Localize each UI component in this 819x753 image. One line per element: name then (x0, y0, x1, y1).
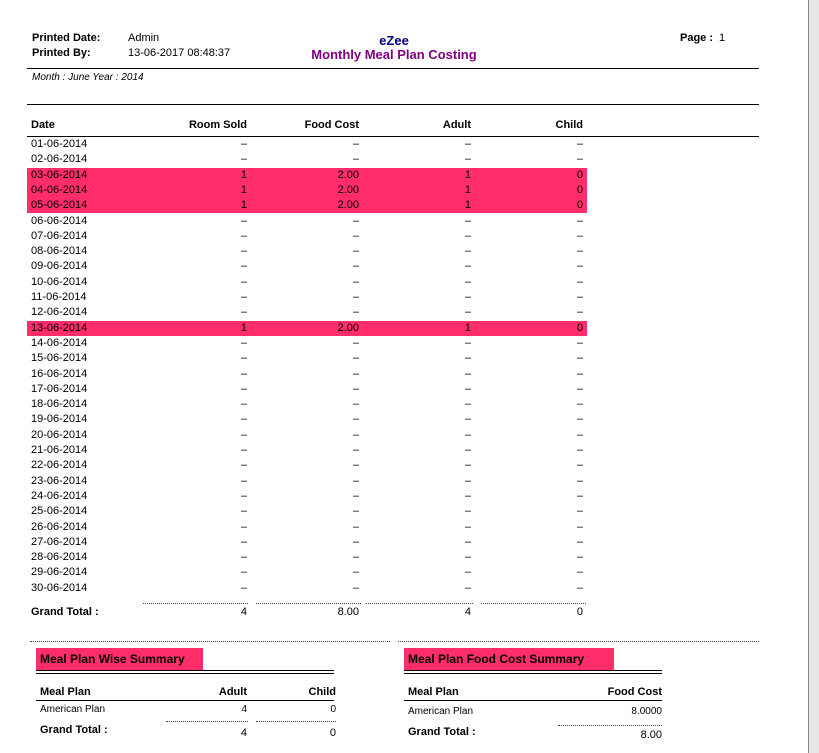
row-date: 01-06-2014 (31, 138, 88, 150)
summary-divider (166, 721, 248, 722)
col-date: Date (31, 119, 55, 131)
row-room-sold: – (240, 153, 247, 166)
row-child: – (576, 535, 583, 548)
total-divider (256, 603, 361, 604)
row-date: 19-06-2014 (31, 413, 88, 426)
report-title: Monthly Meal Plan Costing (311, 47, 477, 62)
mp-col-plan: Meal Plan (40, 686, 91, 698)
row-date: 05-06-2014 (31, 199, 88, 212)
summary-rule (404, 700, 662, 701)
header-rule (27, 68, 759, 69)
row-room-sold: – (240, 306, 247, 319)
row-room-sold: – (240, 581, 247, 594)
row-adult: – (464, 489, 471, 502)
row-food-cost: 2.00 (337, 321, 359, 334)
row-room-sold: – (240, 336, 247, 349)
row-room-sold: 1 (240, 199, 247, 212)
row-room-sold: 1 (240, 183, 247, 196)
row-room-sold: – (240, 367, 247, 380)
row-food-cost: – (352, 459, 359, 472)
table-row (27, 137, 587, 152)
row-date: 08-06-2014 (31, 245, 88, 258)
row-room-sold: – (240, 138, 247, 150)
fc-total-cost: 8.00 (640, 729, 662, 741)
row-adult: – (464, 352, 471, 365)
table-row (27, 443, 587, 458)
row-adult: – (464, 551, 471, 564)
fc-col-cost: Food Cost (607, 686, 662, 698)
total-divider (366, 603, 473, 604)
row-adult: – (464, 291, 471, 303)
page-number: 1 (719, 32, 726, 44)
row-food-cost: – (352, 444, 359, 456)
row-adult: – (464, 520, 471, 533)
table-row (27, 565, 587, 580)
row-food-cost: – (352, 505, 359, 518)
table-row (27, 168, 587, 183)
table-row (27, 550, 587, 565)
row-food-cost: – (352, 229, 359, 242)
row-adult: 1 (464, 168, 471, 181)
table-row (27, 520, 587, 535)
table-row (27, 351, 587, 366)
row-food-cost: – (352, 260, 359, 273)
row-date: 23-06-2014 (31, 474, 88, 487)
row-child: 0 (576, 183, 583, 196)
summary-rule (36, 700, 334, 701)
table-row (27, 229, 587, 244)
row-food-cost: 2.00 (337, 199, 359, 212)
section-divider (30, 641, 390, 642)
row-room-sold: – (240, 245, 247, 258)
row-child: – (576, 214, 583, 227)
row-date: 10-06-2014 (31, 275, 88, 288)
row-child: – (576, 459, 583, 472)
row-adult: – (464, 229, 471, 242)
row-date: 21-06-2014 (31, 444, 88, 456)
row-food-cost: – (352, 336, 359, 349)
mp-col-adult: Adult (218, 686, 247, 698)
row-room-sold: – (240, 444, 247, 456)
row-room-sold: – (240, 413, 247, 426)
row-child: 0 (576, 321, 583, 334)
table-row (27, 275, 587, 290)
table-row (27, 458, 587, 473)
row-date: 02-06-2014 (31, 153, 88, 166)
row-adult: – (464, 153, 471, 166)
row-child: – (576, 138, 583, 150)
col-adult: Adult (442, 119, 471, 131)
row-child: – (576, 275, 583, 288)
table-row (27, 152, 587, 167)
total-divider (143, 603, 248, 604)
mp-total-label: Grand Total : (40, 724, 108, 736)
table-row (27, 290, 587, 305)
row-food-cost: – (352, 581, 359, 594)
row-child: – (576, 291, 583, 303)
table-row (27, 474, 587, 489)
table-row (27, 489, 587, 504)
row-room-sold: – (240, 398, 247, 411)
row-room-sold: 1 (240, 168, 247, 181)
row-food-cost: – (352, 489, 359, 502)
row-date: 11-06-2014 (31, 291, 87, 303)
row-adult: 1 (464, 199, 471, 212)
row-date: 28-06-2014 (31, 551, 88, 564)
mp-row-child: 0 (330, 704, 336, 715)
table-row (27, 581, 587, 596)
row-food-cost: – (352, 306, 359, 319)
table-row (27, 183, 587, 198)
row-adult: 1 (464, 183, 471, 196)
printed-date-value: Admin (128, 32, 160, 44)
row-adult: 1 (464, 321, 471, 334)
grand-total-food: 8.00 (337, 606, 359, 618)
row-food-cost: – (352, 428, 359, 441)
row-room-sold: – (240, 566, 247, 579)
row-adult: – (464, 382, 471, 395)
row-date: 16-06-2014 (31, 367, 88, 380)
printed-date-label: Printed Date: (32, 32, 101, 44)
total-divider (481, 603, 586, 604)
row-food-cost: – (352, 551, 359, 564)
row-adult: – (464, 413, 471, 426)
report-period: Month : June Year : 2014 (32, 72, 144, 83)
row-adult: – (464, 336, 471, 349)
row-food-cost: – (352, 291, 359, 303)
summary-rule (36, 673, 334, 674)
table-row (27, 244, 587, 259)
table-row (27, 259, 587, 274)
row-adult: – (464, 214, 471, 227)
row-child: – (576, 566, 583, 579)
col-room-sold: Room Sold (188, 119, 247, 131)
row-food-cost: – (352, 367, 359, 380)
row-adult: – (464, 535, 471, 548)
fc-row-cost: 8.0000 (631, 706, 662, 717)
row-adult: – (464, 581, 471, 594)
row-child: – (576, 306, 583, 319)
fc-row-plan: American Plan (408, 706, 474, 717)
table-row (27, 428, 587, 443)
row-food-cost: – (352, 520, 359, 533)
grand-total-label: Grand Total : (31, 606, 99, 618)
row-child: – (576, 229, 583, 242)
row-room-sold: – (240, 291, 247, 303)
table-row (27, 382, 587, 397)
row-food-cost: – (352, 413, 359, 426)
table-row (27, 321, 587, 336)
row-room-sold: – (240, 459, 247, 472)
row-child: – (576, 505, 583, 518)
row-adult: – (464, 367, 471, 380)
company-name: eZee (379, 33, 409, 48)
row-room-sold: – (240, 551, 247, 564)
row-date: 26-06-2014 (31, 520, 88, 533)
table-row (27, 336, 587, 351)
row-date: 03-06-2014 (31, 168, 88, 181)
row-adult: – (464, 566, 471, 579)
row-food-cost: – (352, 153, 359, 166)
row-food-cost: – (352, 566, 359, 579)
window-right-edge (808, 0, 819, 753)
row-adult: – (464, 245, 471, 258)
row-child: – (576, 581, 583, 594)
row-child: – (576, 153, 583, 166)
row-food-cost: – (352, 474, 359, 487)
row-adult: – (464, 398, 471, 411)
printed-by-value: 13-06-2017 08:48:37 (128, 47, 231, 59)
page-label: Page : (680, 32, 714, 44)
col-food-cost: Food Cost (304, 119, 359, 131)
fc-total-label: Grand Total : (408, 726, 476, 738)
row-child: – (576, 489, 583, 502)
row-adult: – (464, 474, 471, 487)
mp-total-adult: 4 (240, 727, 247, 739)
row-date: 30-06-2014 (31, 581, 88, 594)
row-room-sold: – (240, 352, 247, 365)
row-date: 20-06-2014 (31, 428, 88, 441)
row-date: 25-06-2014 (31, 505, 88, 518)
row-food-cost: – (352, 138, 359, 150)
row-child: – (576, 260, 583, 273)
table-row (27, 412, 587, 427)
row-room-sold: – (240, 505, 247, 518)
row-child: – (576, 428, 583, 441)
row-adult: – (464, 505, 471, 518)
row-food-cost: – (352, 352, 359, 365)
row-child: 0 (576, 168, 583, 181)
row-child: 0 (576, 199, 583, 212)
row-adult: – (464, 275, 471, 288)
row-room-sold: – (240, 275, 247, 288)
row-room-sold: – (240, 428, 247, 441)
row-date: 06-06-2014 (31, 214, 88, 227)
section-divider (398, 641, 759, 642)
table-row (27, 305, 587, 320)
row-date: 14-06-2014 (31, 336, 88, 349)
table-row (27, 535, 587, 550)
grand-total-room: 4 (240, 606, 247, 618)
row-date: 13-06-2014 (31, 321, 88, 334)
row-child: – (576, 520, 583, 533)
food-cost-summary-title: Meal Plan Food Cost Summary (404, 648, 614, 670)
row-room-sold: 1 (240, 321, 247, 334)
row-food-cost: – (352, 398, 359, 411)
row-food-cost: 2.00 (337, 183, 359, 196)
col-child: Child (555, 119, 583, 131)
mp-row-adult: 4 (241, 704, 247, 715)
summary-rule (404, 670, 662, 671)
row-child: – (576, 444, 583, 456)
summary-rule (404, 673, 662, 674)
summary-rule (36, 670, 334, 671)
row-child: – (576, 245, 583, 258)
table-header (27, 118, 587, 133)
row-date: 27-06-2014 (31, 535, 88, 548)
row-child: – (576, 413, 583, 426)
row-child: – (576, 352, 583, 365)
table-row (27, 504, 587, 519)
grand-total-row (27, 605, 587, 620)
row-food-cost: – (352, 535, 359, 548)
table-row (27, 367, 587, 382)
row-child: – (576, 382, 583, 395)
row-room-sold: – (240, 489, 247, 502)
mp-row-plan: American Plan (40, 704, 106, 715)
row-room-sold: – (240, 520, 247, 533)
row-child: – (576, 398, 583, 411)
row-room-sold: – (240, 260, 247, 273)
summary-divider (558, 725, 662, 726)
row-date: 04-06-2014 (31, 183, 88, 196)
row-adult: – (464, 444, 471, 456)
row-date: 17-06-2014 (31, 382, 88, 395)
row-room-sold: – (240, 229, 247, 242)
row-date: 29-06-2014 (31, 566, 88, 579)
row-date: 07-06-2014 (31, 229, 88, 242)
row-food-cost: 2.00 (337, 168, 359, 181)
row-date: 18-06-2014 (31, 398, 88, 411)
row-room-sold: – (240, 535, 247, 548)
row-room-sold: – (240, 474, 247, 487)
row-adult: – (464, 428, 471, 441)
mp-col-child: Child (308, 686, 336, 698)
row-food-cost: – (352, 245, 359, 258)
row-child: – (576, 551, 583, 564)
meal-plan-summary-title: Meal Plan Wise Summary (36, 648, 203, 670)
row-room-sold: – (240, 382, 247, 395)
row-child: – (576, 336, 583, 349)
row-child: – (576, 474, 583, 487)
fc-col-plan: Meal Plan (408, 686, 459, 698)
row-date: 22-06-2014 (31, 459, 88, 472)
grand-total-adult: 4 (464, 606, 471, 618)
row-date: 09-06-2014 (31, 260, 88, 273)
period-rule (27, 104, 759, 105)
row-room-sold: – (240, 214, 247, 227)
row-food-cost: – (352, 382, 359, 395)
row-adult: – (464, 138, 471, 150)
grand-total-child: 0 (576, 606, 583, 618)
row-date: 12-06-2014 (31, 306, 88, 319)
table-row (27, 198, 587, 213)
row-child: – (576, 367, 583, 380)
row-date: 15-06-2014 (31, 352, 88, 365)
table-row (27, 214, 587, 229)
row-adult: – (464, 459, 471, 472)
summary-divider (256, 721, 336, 722)
table-row (27, 397, 587, 412)
printed-by-label: Printed By: (32, 47, 91, 59)
row-food-cost: – (352, 214, 359, 227)
row-adult: – (464, 260, 471, 273)
mp-total-child: 0 (329, 727, 336, 739)
row-food-cost: – (352, 275, 359, 288)
row-adult: – (464, 306, 471, 319)
row-date: 24-06-2014 (31, 489, 88, 502)
